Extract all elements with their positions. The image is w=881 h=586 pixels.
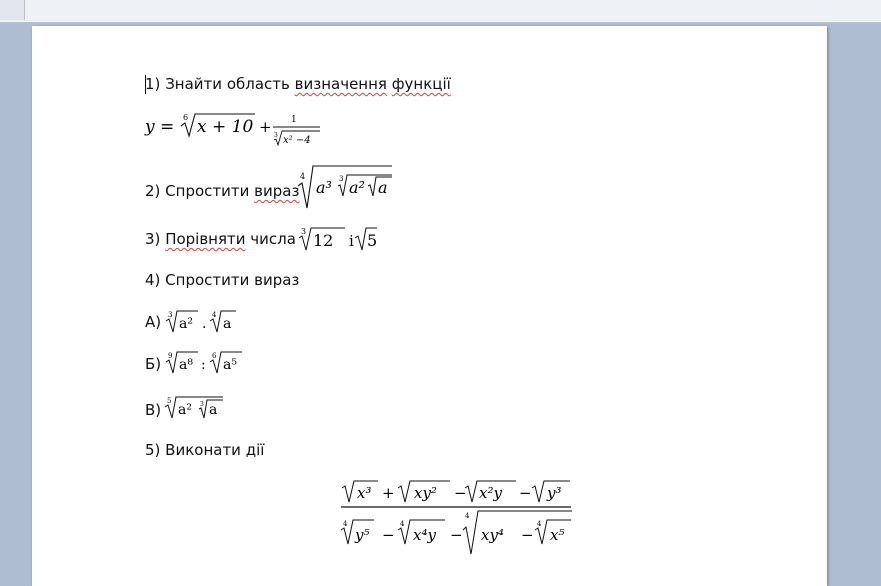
root-index-1: 5 (167, 397, 172, 405)
den-root-index: 3 (274, 132, 278, 139)
ruler-corner[interactable] (0, 0, 25, 20)
num-plus: + (382, 484, 395, 502)
root-index-1: 9 (168, 352, 173, 360)
task-4c-label: В) (145, 401, 162, 419)
radicand-2: a (223, 316, 232, 332)
task-4a-formula (164, 308, 244, 336)
task-2-heading: 2) Спростити вираз (145, 182, 300, 200)
task-5-formula (338, 474, 578, 558)
root-index: 3 (301, 227, 307, 236)
den-term-1: y⁵ (355, 526, 370, 544)
outer-root-index: 4 (300, 172, 306, 181)
radicand-1: 12 (313, 231, 334, 250)
task-4c-formula (163, 394, 233, 422)
task-4b-label: Б) (145, 355, 162, 373)
num-term-2: xy² (414, 484, 437, 502)
task-4a-label: А) (145, 313, 162, 331)
operator: : (201, 357, 206, 373)
task-2-formula (296, 162, 406, 212)
task-3-formula (297, 224, 383, 254)
den-term-2: x⁴y (413, 526, 436, 544)
task-3-heading: 3) Порівняти числа (145, 230, 296, 248)
task-5-heading: 5) Виконати дії (145, 441, 265, 459)
formula-lhs: y = (145, 117, 175, 137)
root-index-2: 4 (212, 311, 217, 319)
root-index: 6 (183, 113, 189, 122)
task-4b-formula (164, 349, 250, 377)
conjunction: і (349, 232, 354, 250)
term-a3: a³ (316, 178, 332, 197)
plus-sign: + (259, 118, 272, 136)
radicand-2: 5 (367, 231, 378, 250)
task-1-formula (143, 108, 343, 152)
den-term-4: x⁵ (550, 526, 565, 544)
radicand-1: a² (178, 402, 192, 418)
den-index-2: 4 (400, 520, 405, 528)
radicand-2: a⁵ (223, 357, 237, 373)
num-minus-2: − (519, 484, 532, 502)
ruler-bar (0, 0, 881, 23)
den-index-4: 4 (537, 520, 542, 528)
root-index-1: 3 (168, 311, 173, 319)
root-index-2: 6 (212, 352, 217, 360)
den-index-3: 4 (465, 512, 470, 520)
term-a2: a² (349, 178, 365, 197)
radicand: x + 10 (197, 117, 254, 137)
inner-root-index: 3 (339, 175, 344, 183)
term-a: a (378, 178, 388, 197)
num-term-4: y³ (547, 484, 562, 502)
fraction-numerator: 1 (291, 115, 297, 125)
num-minus-1: − (454, 484, 467, 502)
task-1-heading: 1) Знайти область визначення функції (145, 75, 451, 93)
den-radicand: x² −4 (283, 135, 311, 146)
radicand-1: a² (179, 316, 193, 332)
num-term-1: x³ (357, 484, 372, 502)
num-term-3: x²y (479, 484, 502, 502)
den-index-1: 4 (343, 520, 348, 528)
radicand-1: a⁸ (179, 357, 193, 373)
root-index-2: 3 (200, 401, 204, 408)
den-minus-3: − (521, 526, 534, 544)
radicand-2: a (209, 402, 218, 418)
den-minus-2: − (450, 526, 463, 544)
den-term-3: xy⁴ (481, 526, 504, 544)
den-minus-1: − (382, 526, 395, 544)
task-4-heading: 4) Спростити вираз (145, 271, 300, 289)
operator: . (202, 316, 207, 332)
